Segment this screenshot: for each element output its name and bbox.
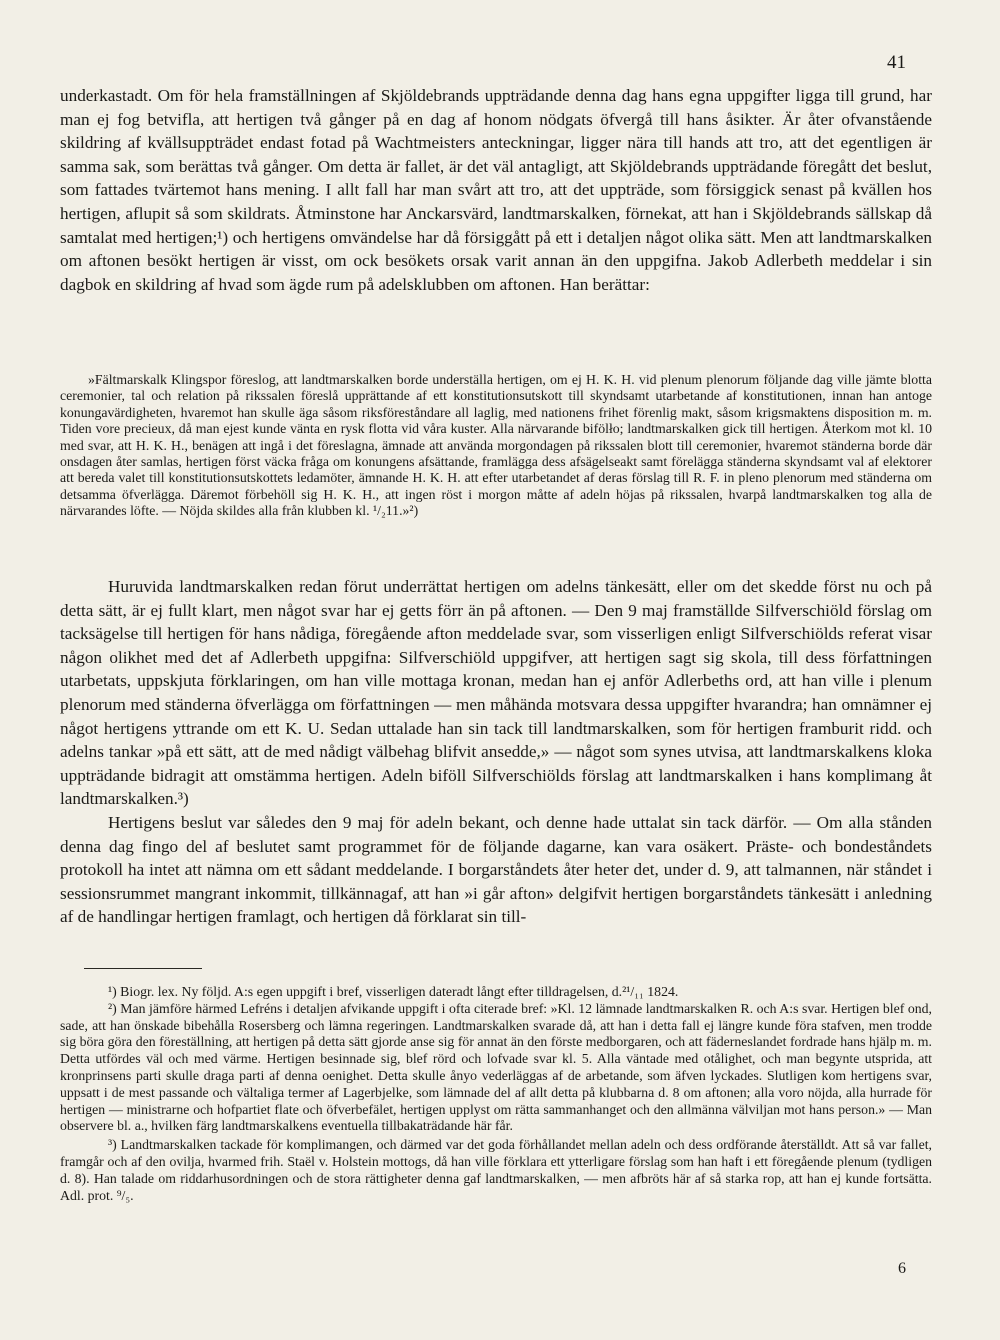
block-quote [60,372,932,520]
paragraph: Hertigens beslut var således den 9 maj för adeln bekant, och denne hade uttalat sin tack därför. — Om alla stånden denna dag fingo del af beslutet samt programmet för de följande dagarne, kan vara osäkert. Präste- och bondeståndets protokoll ha intet att nämna om ett sådant meddelande. I borgarståndets åter heter det, under d. 9, att talmannen, när ståndet i sessionsrummet mangrant inkommit, tillkännagaf, att han »i går afton» delgifvit hertigen borgarståndets tänkesätt i anledning af de handlingar hertigen framlagt, och hertigen då förklarat sin till- [60,812,932,927]
footnotes [60,984,932,1204]
paragraph: Huruvida landtmarskalken redan förut underrättat hertigen om adelns tänkesätt, eller om det skedde först nu och på detta sätt, är ej fullt klart, men något svar har ej getts förr än på aftonen. — Den 9 maj framställde Silfverschiöld förslag om tacksägelse till hertigen för hans nådiga, föregående afton meddelade svar, som visserligen enligt Silfverschiölds referat visar någon olikhet med det af Adlerbeth uppgifna: Silfverschiöld uppgifver, att hertigen sagt sig skola, till dess författningen utarbetats, uppskjuta förklaringen, om han ville mottaga kronan, medan han ej anför Adlerbeths ord, att han ville i plenum plenorum med ständerna öfverlägga om författningen — men måhända motsvara dessa uppgifter hvarandra; han omnämner ej något hertigens yttrande om ett K. U. Sedan uttalade han sin tack till landtmarskalken, som för hertigen framburit ridd. och adelns tankar »på ett sätt, att de med nådigt välbehag blifvit ansedde,» — något som synes utvisa, att landtmarskalkens kloka uppträdande bidragit att omstämma hertigen. Adeln biföll Silfverschiölds förslag att landtmarskalken i hans komplimang åt landtmarskalken.³) [60,577,932,809]
page-number: 41 [887,52,906,73]
footnote: ¹) Biogr. lex. Ny följd. A:s egen uppgift i bref, visserligen dateradt långt efter tilldragelsen, d.²¹/₁₁ 1824. [108,984,679,999]
footnote: ²) Man jämföre härmed Lefréns i detaljen afvikande uppgift i ofta citerade bref: »Kl. 12 lämnade landtmarskalken R. och A:s svar. Hertigen blef ond, sade, att han önskade bibehålla Rosersberg och lämna regeringen. Landtmarskalken svarade då, att han i detta fall ej längre kunde föra stafven, men trodde sig böra göra den föreställning, att hertigen på detta sätt gjorde anse sig för annat än den förste medborgaren, och att fäderneslandet fordrade hans hjälp m. m. Detta utfördes väl och med värme. Hertigen besinnade sig, blef rörd och lofvade svar kl. 5. Alla väntade med otålighet, och man begynte utsprida, att kronprinsens parti skulle draga parti af denna oenighet. Detta skulle ånyo vederläggas af de arbetande, som äfven lyckades. Slutligen kom hertigens svar, uppsatt i de mest passande och vältaliga termer af Lagerbjelke, som lämnade del af allt detta på klubbarna d. 8 om aftonen; alla voro nöjda, alla hurrade för hertigen — ministrarne och hofpartiet flate och öfverbefälet, hertigen upplyst om rätta sammanhanget och den allmänna välviljan mot hans person.» — Man observere bl. a., hvilken färg landtmarskalkens eventuella tillbakaträdande här får. [60,1000,932,1134]
footnote-divider [84,968,202,969]
body-text-top [60,84,932,296]
paragraph: underkastadt. Om för hela framställningen af Skjöldebrands uppträdande denna dag hans egna uppgifter ligga till grund, har man ej fog betvifla, att hertigen två gånger på en dag af honom nödgats öfvergå till hans åsikter. Är åter ofvanstående skildring af kvällsuppträdet endast fotad på Wachtmeisters anteckningar, ligger nära till hands att tro, att det egentligen är samma sak, som berättas två gånger. Om detta är fallet, är det väl antagligt, att Skjöldebrands uppträdande föregått det beslut, som fattades tvärtemot hans mening. I allt fall har man svårt att tro, att det uppträde, som försiggick senast på kvällen hos hertigen, aflupit så som skildrats. Åtminstone har Anckarsvärd, landtmarskalken, förnekat, att han i Skjöldebrands sällskap då samtalat med hertigen;¹) och hertigens omvändelse har då försiggått på ett i detaljen något olika sätt. Men att landtmarskalken om aftonen besökt hertigen är visst, om ock besökets orsak varit annan än den uppgifna. Jakob Adlerbeth meddelar i sin dagbok en skildring af hvad som ägde rum på adelsklubben om aftonen. Han berättar: [60,86,932,294]
signature-mark: 6 [898,1260,906,1277]
quote-paragraph: »Fältmarskalk Klingspor föreslog, att landtmarskalken borde underställa hertigen, om ej H. K. H. vid plenum plenorum följande dag ville jämte blotta ceremonier, tal och relation på rikssalen föreslå upprättande af ett konstitutionsutskott till skyndsamt utarbetande af konstitutionen, innan han antoge konungavärdigheten, hvaremot han skulle äga såsom riksföreståndare all laglig, med nationens frihet förenlig makt, såsom krigsmaktens disposition m. m. Tiden vore precieux, då man ejest kunde vänta en rysk flotta vid våra kuster. Alla närvarande bifölło; landtmarskalken gick till hertigen. Återkom mot kl. 10 med svar, att H. K. H., benägen att ingå i det föreslagna, ämnade att använda morgondagen på rikssalen blott till ceremonier, hvaremot ständerna borde där onsdagen åter samlas, hertigen först väcka fråga om konungens afsättande, framlägga dess afsägelseakt samt förelägga ständerna skyndsamt val af elektorer att bereda valet till konstitutionsutskottets ledamöter, ämnande H. K. H. att efter utarbetandet af deras förslag till R. F. in pleno plenorum med ständerna om detsamma öfverlägga. Däremot förbehöll sig H. K. H., att ingen röst i morgon måtte af adeln höjas på rikssalen, hvarpå landtmarskalken tog alla de närvarandes löfte. — Nöjda skildes alla från klubben kl. ¹/₂11.»²) [60,372,932,519]
footnote: ³) Landtmarskalken tackade för komplimangen, och därmed var det goda förhållandet mellan adeln och dess ordförande återställdt. Att så var fallet, framgår och af den ovilja, hvarmed frih. Staël v. Holstein mottogs, då han ville förklara ett ytterligare förslag som han haft i ett föregående plenum (tydligen d. 8). Han talade om riddarhusordningen och de stora rättigheter denna gaf landtmarskalken, — men afbröts här af så starka rop, att han ej kunde fortsätta. Adl. prot. ⁹/₅. [60,1137,932,1203]
body-text-bottom [60,575,932,929]
